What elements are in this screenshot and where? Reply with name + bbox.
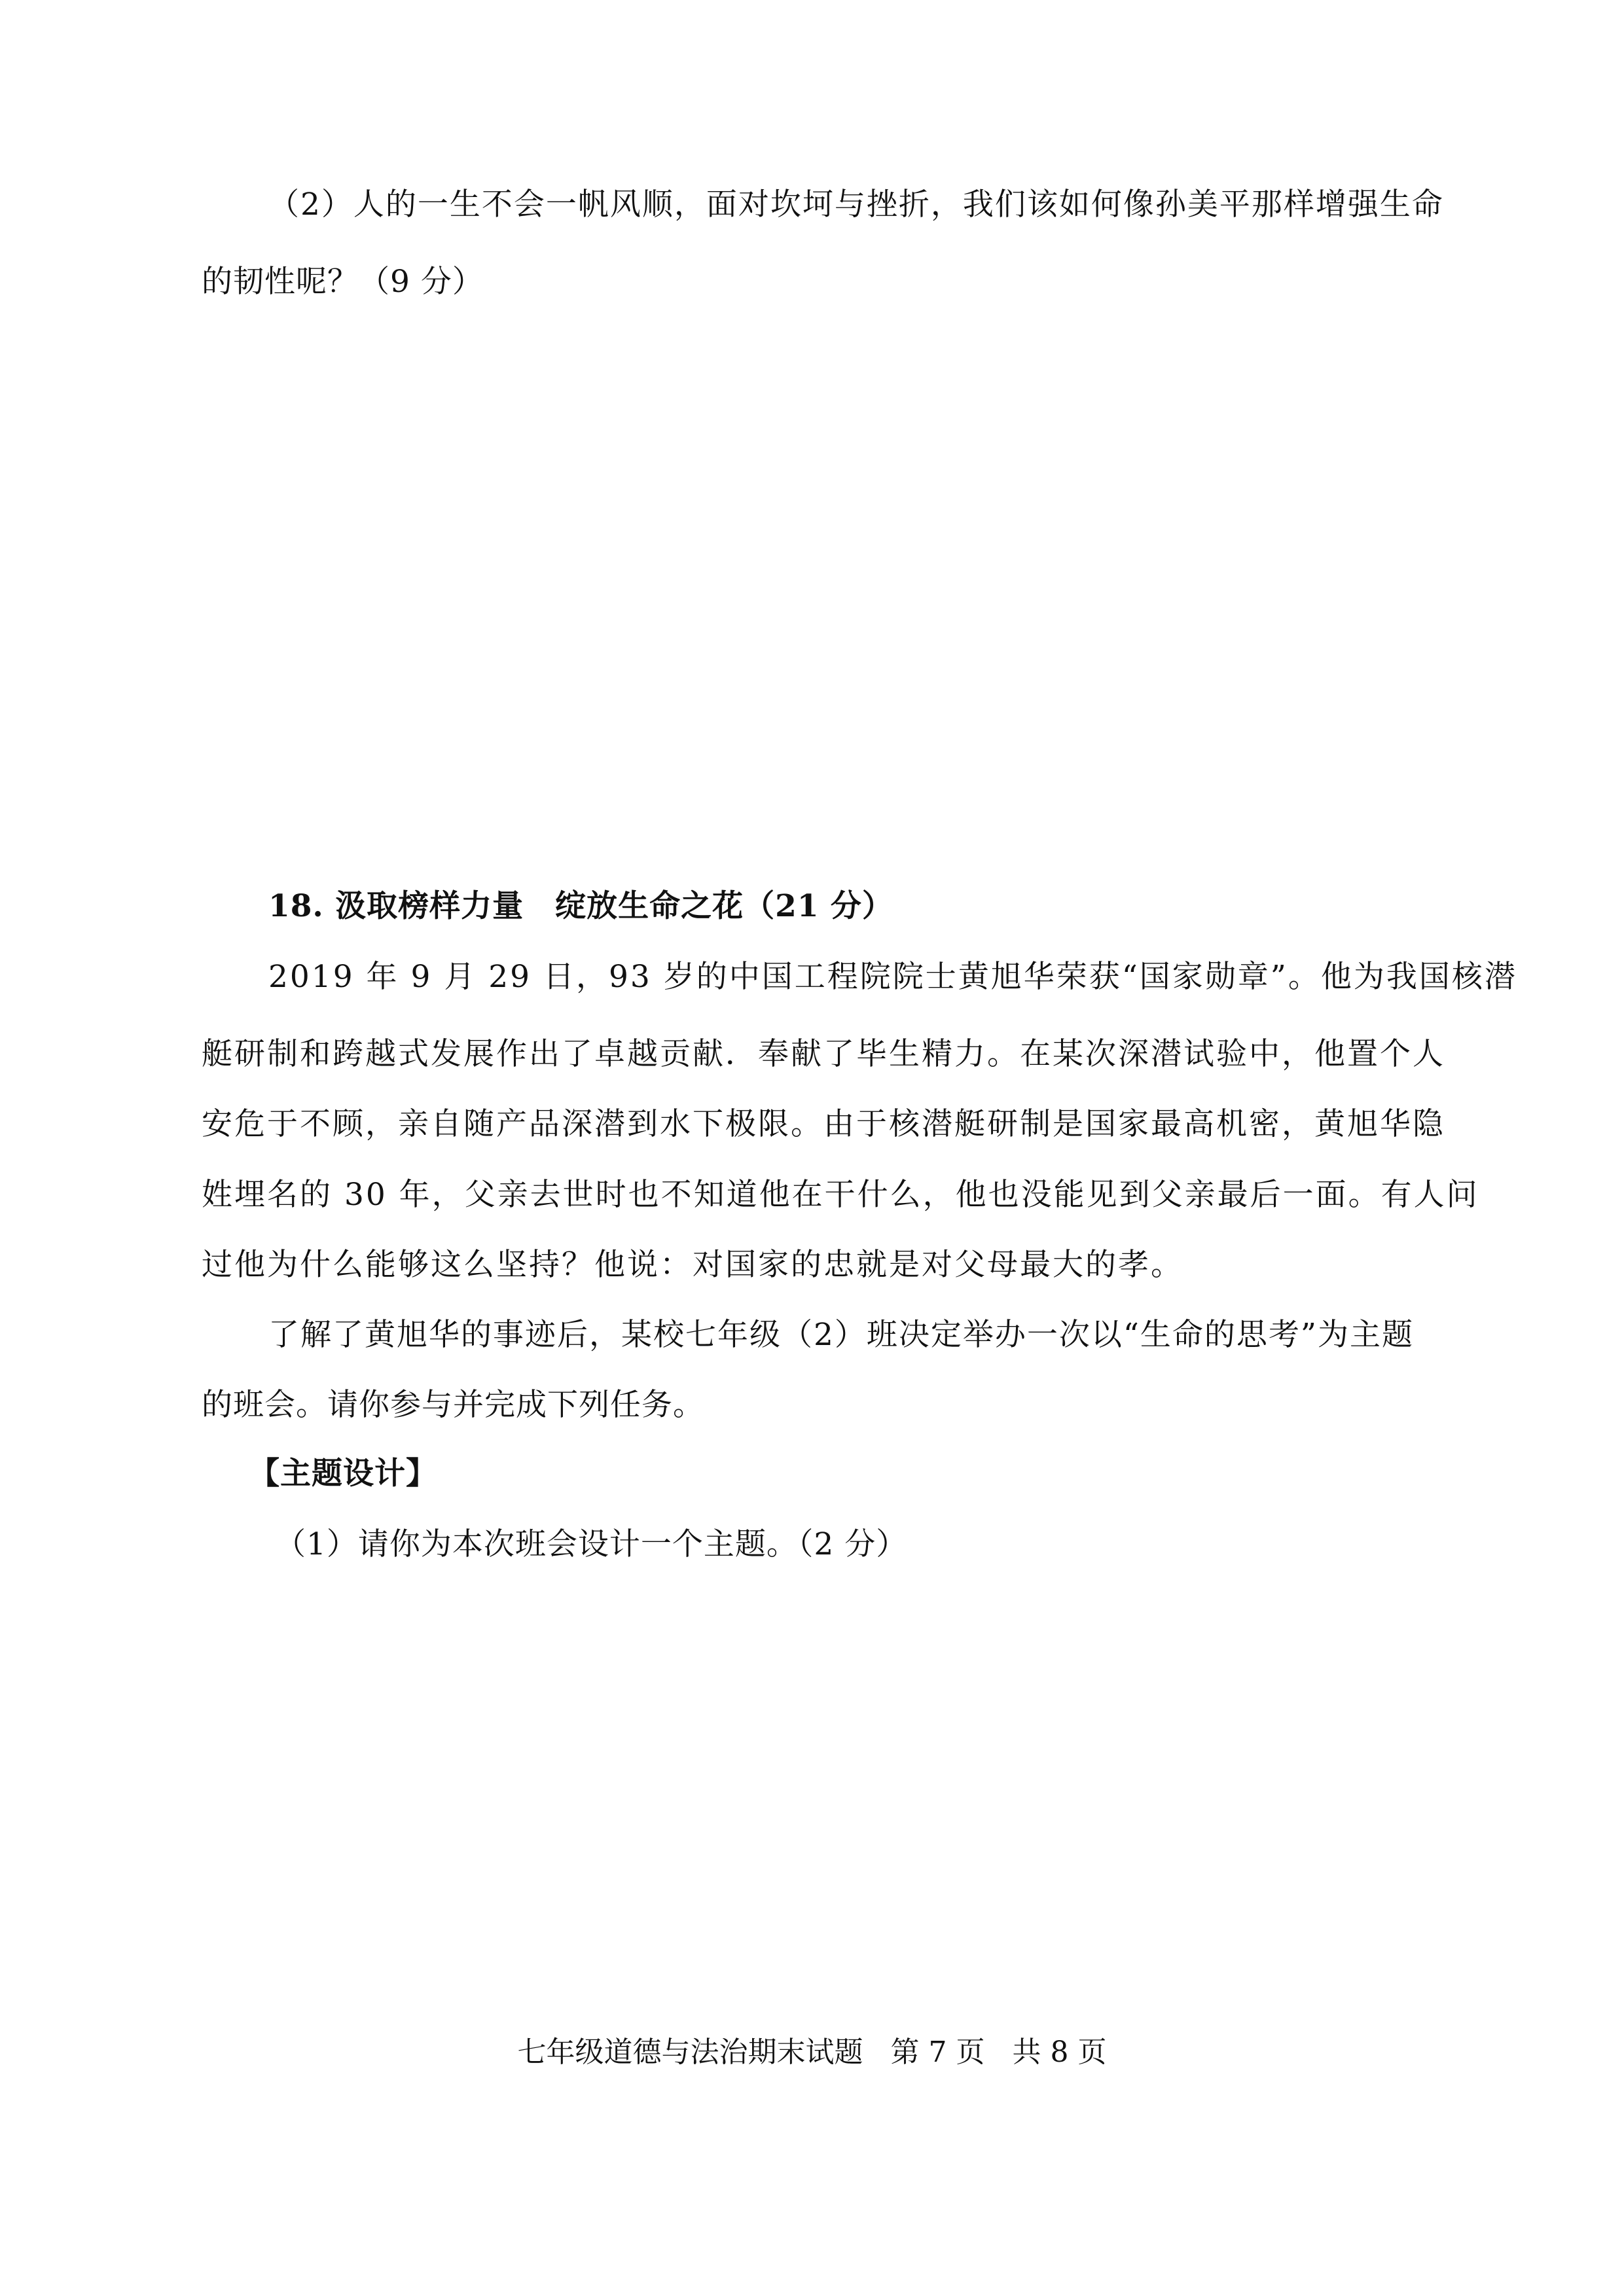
page-footer — [0, 2034, 1624, 2071]
footer-exam-title: 七年级道德与法治期末试题 — [517, 2036, 863, 2069]
paragraph-1-line: 安危于不顾，亲自随产品深潜到水下极限。由于核潜艇研制是国家最高机密，黄旭华隐 — [202, 1106, 1445, 1142]
paragraph-1-line: 过他为什么能够这么坚持？他说：对国家的忠就是对父母最大的孝。 — [202, 1247, 1183, 1283]
paragraph-1-line: 艇研制和跨越式发展作出了卓越贡献．奉献了毕生精力。在某次深潜试验中，他置个人 — [202, 1036, 1445, 1072]
paragraph-2-line: 了解了黄旭华的事迹后，某校七年级（2）班决定举办一次以“生命的思考”为主题 — [268, 1317, 1414, 1353]
paragraph-1-line: 姓埋名的 30 年，父亲去世时也不知道他在干什么，他也没能见到父亲最后一面。有人问 — [202, 1177, 1479, 1213]
section-title-theme-design: 【主题设计】 — [249, 1456, 437, 1492]
paragraph-1-line: 2019 年 9 月 29 日，93 岁的中国工程院院士黄旭华荣获“国家勋章”。他为我国核潜 — [268, 959, 1517, 995]
question-18-heading: 18. 汲取榜样力量 绽放生命之花（21 分） — [268, 888, 893, 924]
paragraph-2-line: 的班会。请你参与并完成下列任务。 — [202, 1387, 704, 1423]
question-17-part2-line2: 的韧性呢？（9 分） — [202, 264, 484, 300]
task-1-prompt: （1）请你为本次班会设计一个主题。（2 分） — [275, 1526, 908, 1562]
question-17-part2-line1: （2）人的一生不会一帆风顺，面对坎坷与挫折，我们该如何像孙美平那样增强生命 — [268, 187, 1444, 223]
footer-page-number: 第 7 页 — [890, 2036, 985, 2069]
footer-total-pages: 共 8 页 — [1012, 2036, 1107, 2069]
